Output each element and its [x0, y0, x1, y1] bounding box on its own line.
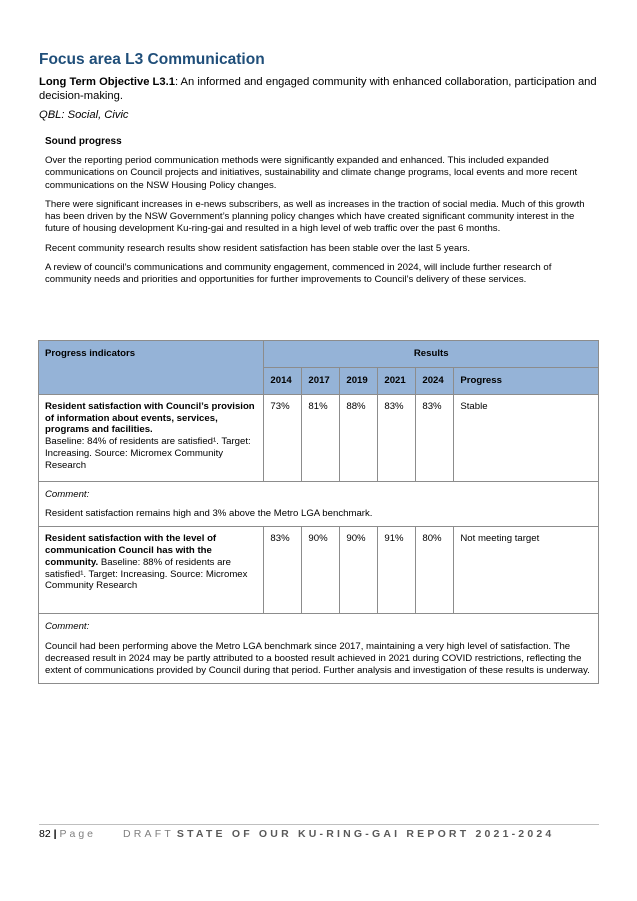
header-progress-indicators: Progress indicators: [39, 341, 264, 395]
progress-status: Stable: [454, 395, 599, 482]
result-value: 73%: [264, 395, 302, 482]
progress-indicators-table: [38, 340, 599, 684]
header-year: 2014: [264, 368, 302, 395]
table-row: [39, 395, 599, 482]
indicator-cell: [39, 395, 264, 482]
comment-label: Comment:: [45, 621, 90, 633]
result-value: 83%: [378, 395, 416, 482]
sound-progress-title: Sound progress: [45, 136, 122, 147]
indicator-detail: Baseline: 84% of residents are satisfied¹. Target: Increasing. Source: Micromex Community Research: [45, 436, 251, 471]
indicator-detail: Baseline: 88% of residents are satisfied¹. Target: Increasing. Source: Micromex Community Research: [45, 556, 248, 592]
indicator-cell: [39, 527, 264, 614]
long-term-objective: [39, 75, 599, 103]
objective-label: Long Term Objective L3.1: [39, 76, 175, 88]
comment-text: Council had been performing above the Metro LGA benchmark since 2017, maintaining a very high level of satisfaction. The decreased result in 2024 may be partly attributed to a boosted result achieved in 2021 during COVID restrictions, reflecting the extent of communications provided by Council during that period. Further analysis and investigation of these results is underway.: [45, 640, 590, 677]
result-value: 81%: [302, 395, 340, 482]
sound-progress-paragraph: Recent community research results show resident satisfaction has been stable over the last 5 years.: [45, 242, 470, 254]
objective-text: : An informed and engaged community with enhanced collaboration, participation and decision-making.: [39, 76, 597, 102]
comment-row: [39, 482, 599, 527]
header-year: 2024: [416, 368, 454, 395]
comment-label: Comment:: [45, 489, 90, 500]
qbl-line: QBL: Social, Civic: [39, 109, 129, 121]
report-title: STATE OF OUR KU-RING-GAI REPORT 2021-2024: [176, 828, 555, 840]
header-year: 2021: [378, 368, 416, 395]
footer-separator: |: [53, 828, 57, 840]
sound-progress-paragraph: A review of council’s communications and community engagement, commenced in 2024, will include further research of community needs and priorities and opportunities for further improvements to Council’s delivery of these services.: [45, 262, 552, 286]
result-value: 88%: [340, 395, 378, 482]
sound-progress-section: [45, 136, 600, 294]
indicator-title: Resident satisfaction with the level of communication Council has with the community.: [45, 533, 217, 568]
sound-progress-paragraph: Over the reporting period communication methods were significantly expanded and enhanced. This included expanded communications on Council projects and initiatives, sustainability and climate change programs, local events and more recent communications on the NSW Housing Policy changes.: [45, 155, 578, 191]
header-year: 2019: [340, 368, 378, 395]
draft-label: DRAFT: [122, 828, 174, 840]
comment-cell: [39, 482, 599, 527]
header-year: 2017: [302, 368, 340, 395]
result-value: 83%: [416, 395, 454, 482]
result-value: 91%: [378, 527, 416, 614]
comment-row: [39, 614, 599, 684]
comment-cell: [39, 614, 599, 684]
table-header-row: [39, 341, 599, 368]
header-progress: Progress: [454, 368, 599, 395]
comment-text: Resident satisfaction remains high and 3% above the Metro LGA benchmark.: [45, 508, 373, 520]
header-results: Results: [264, 341, 599, 368]
result-value: 80%: [416, 527, 454, 614]
sound-progress-paragraph: There were significant increases in e-news subscribers, as well as increases in the traction of social media. Much of this growth has been driven by the NSW Government’s planning policy changes which have created significant community interest in the future of housing development Ku-ring-gai and resulted in a high level of web traffic over the past 6 months.: [45, 198, 585, 235]
page-number: 82: [39, 828, 51, 840]
result-value: 90%: [340, 527, 378, 614]
page-word: Page: [59, 828, 97, 840]
table-row: [39, 527, 599, 614]
indicator-title: Resident satisfaction with Council’s provision of information about events, services, programs and facilities.: [45, 401, 255, 436]
page-footer: [39, 824, 599, 840]
progress-status: Not meeting target: [454, 527, 599, 614]
result-value: 90%: [302, 527, 340, 614]
result-value: 83%: [264, 527, 302, 614]
page-heading: Focus area L3 Communication: [39, 51, 265, 68]
